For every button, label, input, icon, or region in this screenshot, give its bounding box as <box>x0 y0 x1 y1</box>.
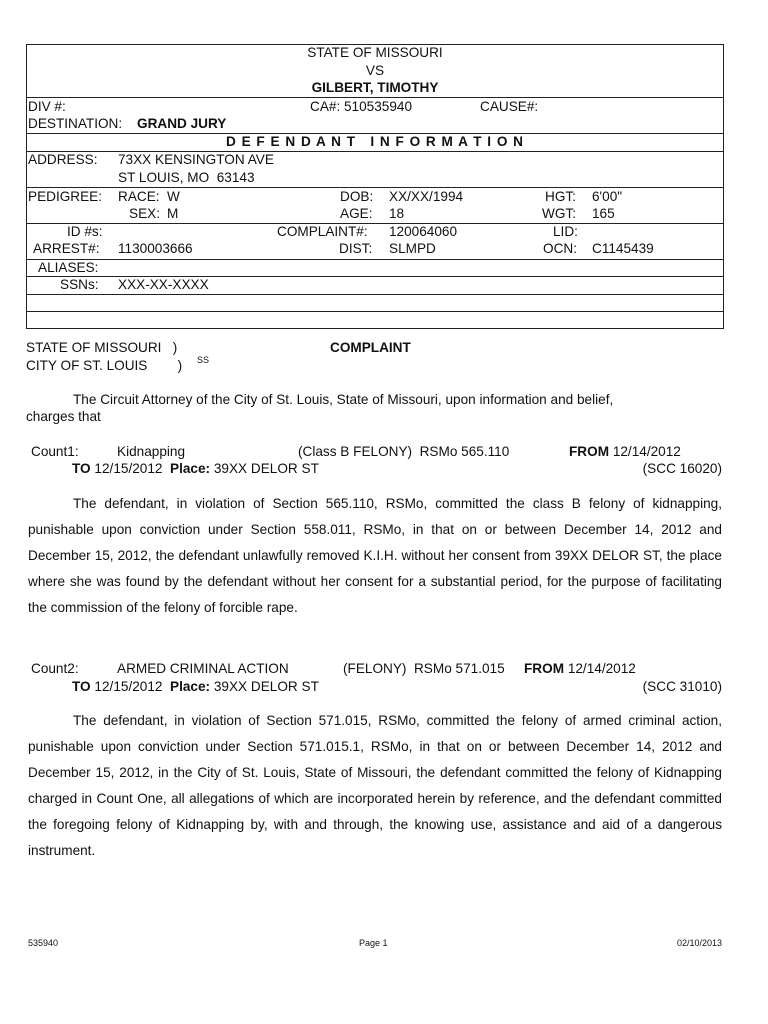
place-label: Place: <box>170 461 211 476</box>
dist-label: DIST: <box>339 241 373 256</box>
hgt-label: HGT: <box>545 189 576 204</box>
address-line1: 73XX KENSINGTON AVE <box>118 152 274 167</box>
caption-defendant: GILBERT, TIMOTHY <box>311 80 439 95</box>
count-to-place <box>72 679 319 694</box>
wgt-label: WGT: <box>542 206 576 221</box>
complaint-intro-line1: The Circuit Attorney of the City of St. Louis, State of Missouri, upon information and belief, <box>73 392 614 407</box>
to-date: 12/15/2012 <box>94 679 163 694</box>
footer-doc-id: 535940 <box>28 938 59 948</box>
count-class-statute: (FELONY) RSMo 571.015 <box>343 661 505 676</box>
age-label: AGE: <box>340 206 373 221</box>
section-title: D E F E N D A N T I N F O R M A T I O N <box>225 134 525 149</box>
lid-label: LID: <box>553 224 578 239</box>
ssns-value: XXX-XX-XXXX <box>118 277 209 292</box>
count-text: The defendant, in violation of Section 565.110, RSMo, committed the class B felony of kidnapping, punishable upon conviction under Section 558.011, RSMo, in that on or between December 14, 2012 and December 15, 2012, the defendant unlawfully removed K.I.H. without her consent from 39XX DELOR ST, the place where she was found by the defendant without her consent for a substantial period, for the purpose of facilitating the commission of the felony of forcible rape. <box>28 496 722 615</box>
from-label: FROM <box>524 661 565 676</box>
footer-date: 02/10/2013 <box>676 938 722 948</box>
to-label: TO <box>72 679 91 694</box>
count-offense: ARMED CRIMINAL ACTION <box>117 661 289 676</box>
complaint-intro-line2: charges that <box>26 409 101 424</box>
dist-value: SLMPD <box>389 241 436 256</box>
address-line2: ST LOUIS, MO 63143 <box>118 170 255 185</box>
place-value: 39XX DELOR ST <box>213 679 319 694</box>
ca-value: 510535940 <box>344 99 413 114</box>
venue-state: STATE OF MISSOURI ) <box>26 340 178 355</box>
venue-ss: SS <box>197 355 210 365</box>
pedigree-label: PEDIGREE: <box>28 189 103 204</box>
count-class-statute: (Class B FELONY) RSMo 565.110 <box>298 444 510 459</box>
id-label: ID #s: <box>67 224 103 239</box>
age-value: 18 <box>389 206 405 221</box>
count-from <box>569 444 681 459</box>
footer-page: Page 1 <box>359 938 388 948</box>
to-label: TO <box>72 461 91 476</box>
place-value: 39XX DELOR ST <box>213 461 319 476</box>
address-label: ADDRESS: <box>28 152 98 167</box>
complaint-title: COMPLAINT <box>330 340 411 355</box>
count-text: The defendant, in violation of Section 571.015, RSMo, committed the felony of armed criminal action, punishable upon conviction under Section 571.015.1, RSMo, in that on or between December 14, 2012 and December 15, 2012, in the City of St. Louis, State of Missouri, the defendant committed the felony of Kidnapping charged in Count One, all allegations of which are incorporated herein by reference, and the defendant committed the foregoing felony of Kidnapping by, with and through, the knowing use, assistance and aid of a dangerous instrument. <box>28 713 722 858</box>
ssns-label: SSNs: <box>60 277 99 292</box>
from-label: FROM <box>569 444 610 459</box>
destination-label: DESTINATION: <box>28 116 123 131</box>
ocn-label: OCN: <box>543 241 577 256</box>
div-label: DIV #: <box>28 99 66 114</box>
place-label: Place: <box>170 679 211 694</box>
arrest-label: ARREST#: <box>33 241 100 256</box>
venue-city: CITY OF ST. LOUIS ) <box>26 358 183 373</box>
race-value: W <box>167 189 180 204</box>
dob-value: XX/XX/1994 <box>389 189 464 204</box>
count-from <box>524 661 636 676</box>
from-date: 12/14/2012 <box>567 661 636 676</box>
aliases-label: ALIASES: <box>38 260 99 275</box>
ca-label: CA#: <box>310 99 341 114</box>
cause-label: CAUSE#: <box>480 99 539 114</box>
caption-vs: VS <box>365 63 385 78</box>
count-label: Count1: <box>31 444 79 459</box>
count-offense: Kidnapping <box>117 444 186 459</box>
to-date: 12/15/2012 <box>94 461 163 476</box>
arrest-value: 1130003666 <box>118 241 193 256</box>
complaint-value: 120064060 <box>389 224 458 239</box>
ocn-value: C1145439 <box>592 241 654 256</box>
sex-label: SEX: <box>129 206 160 221</box>
from-date: 12/14/2012 <box>612 444 681 459</box>
count-scc: (SCC 31010) <box>642 679 722 694</box>
caption-state: STATE OF MISSOURI <box>307 45 443 60</box>
dob-label: DOB: <box>340 189 374 204</box>
hgt-value: 6'00" <box>592 189 623 204</box>
sex-value: M <box>167 206 179 221</box>
destination-value: GRAND JURY <box>137 116 227 131</box>
race-label: RACE: <box>118 189 160 204</box>
count-to-place <box>72 461 319 476</box>
wgt-value: 165 <box>592 206 615 221</box>
count-scc: (SCC 16020) <box>642 461 722 476</box>
complaint-label: COMPLAINT#: <box>277 224 368 239</box>
count-label: Count2: <box>31 661 79 676</box>
